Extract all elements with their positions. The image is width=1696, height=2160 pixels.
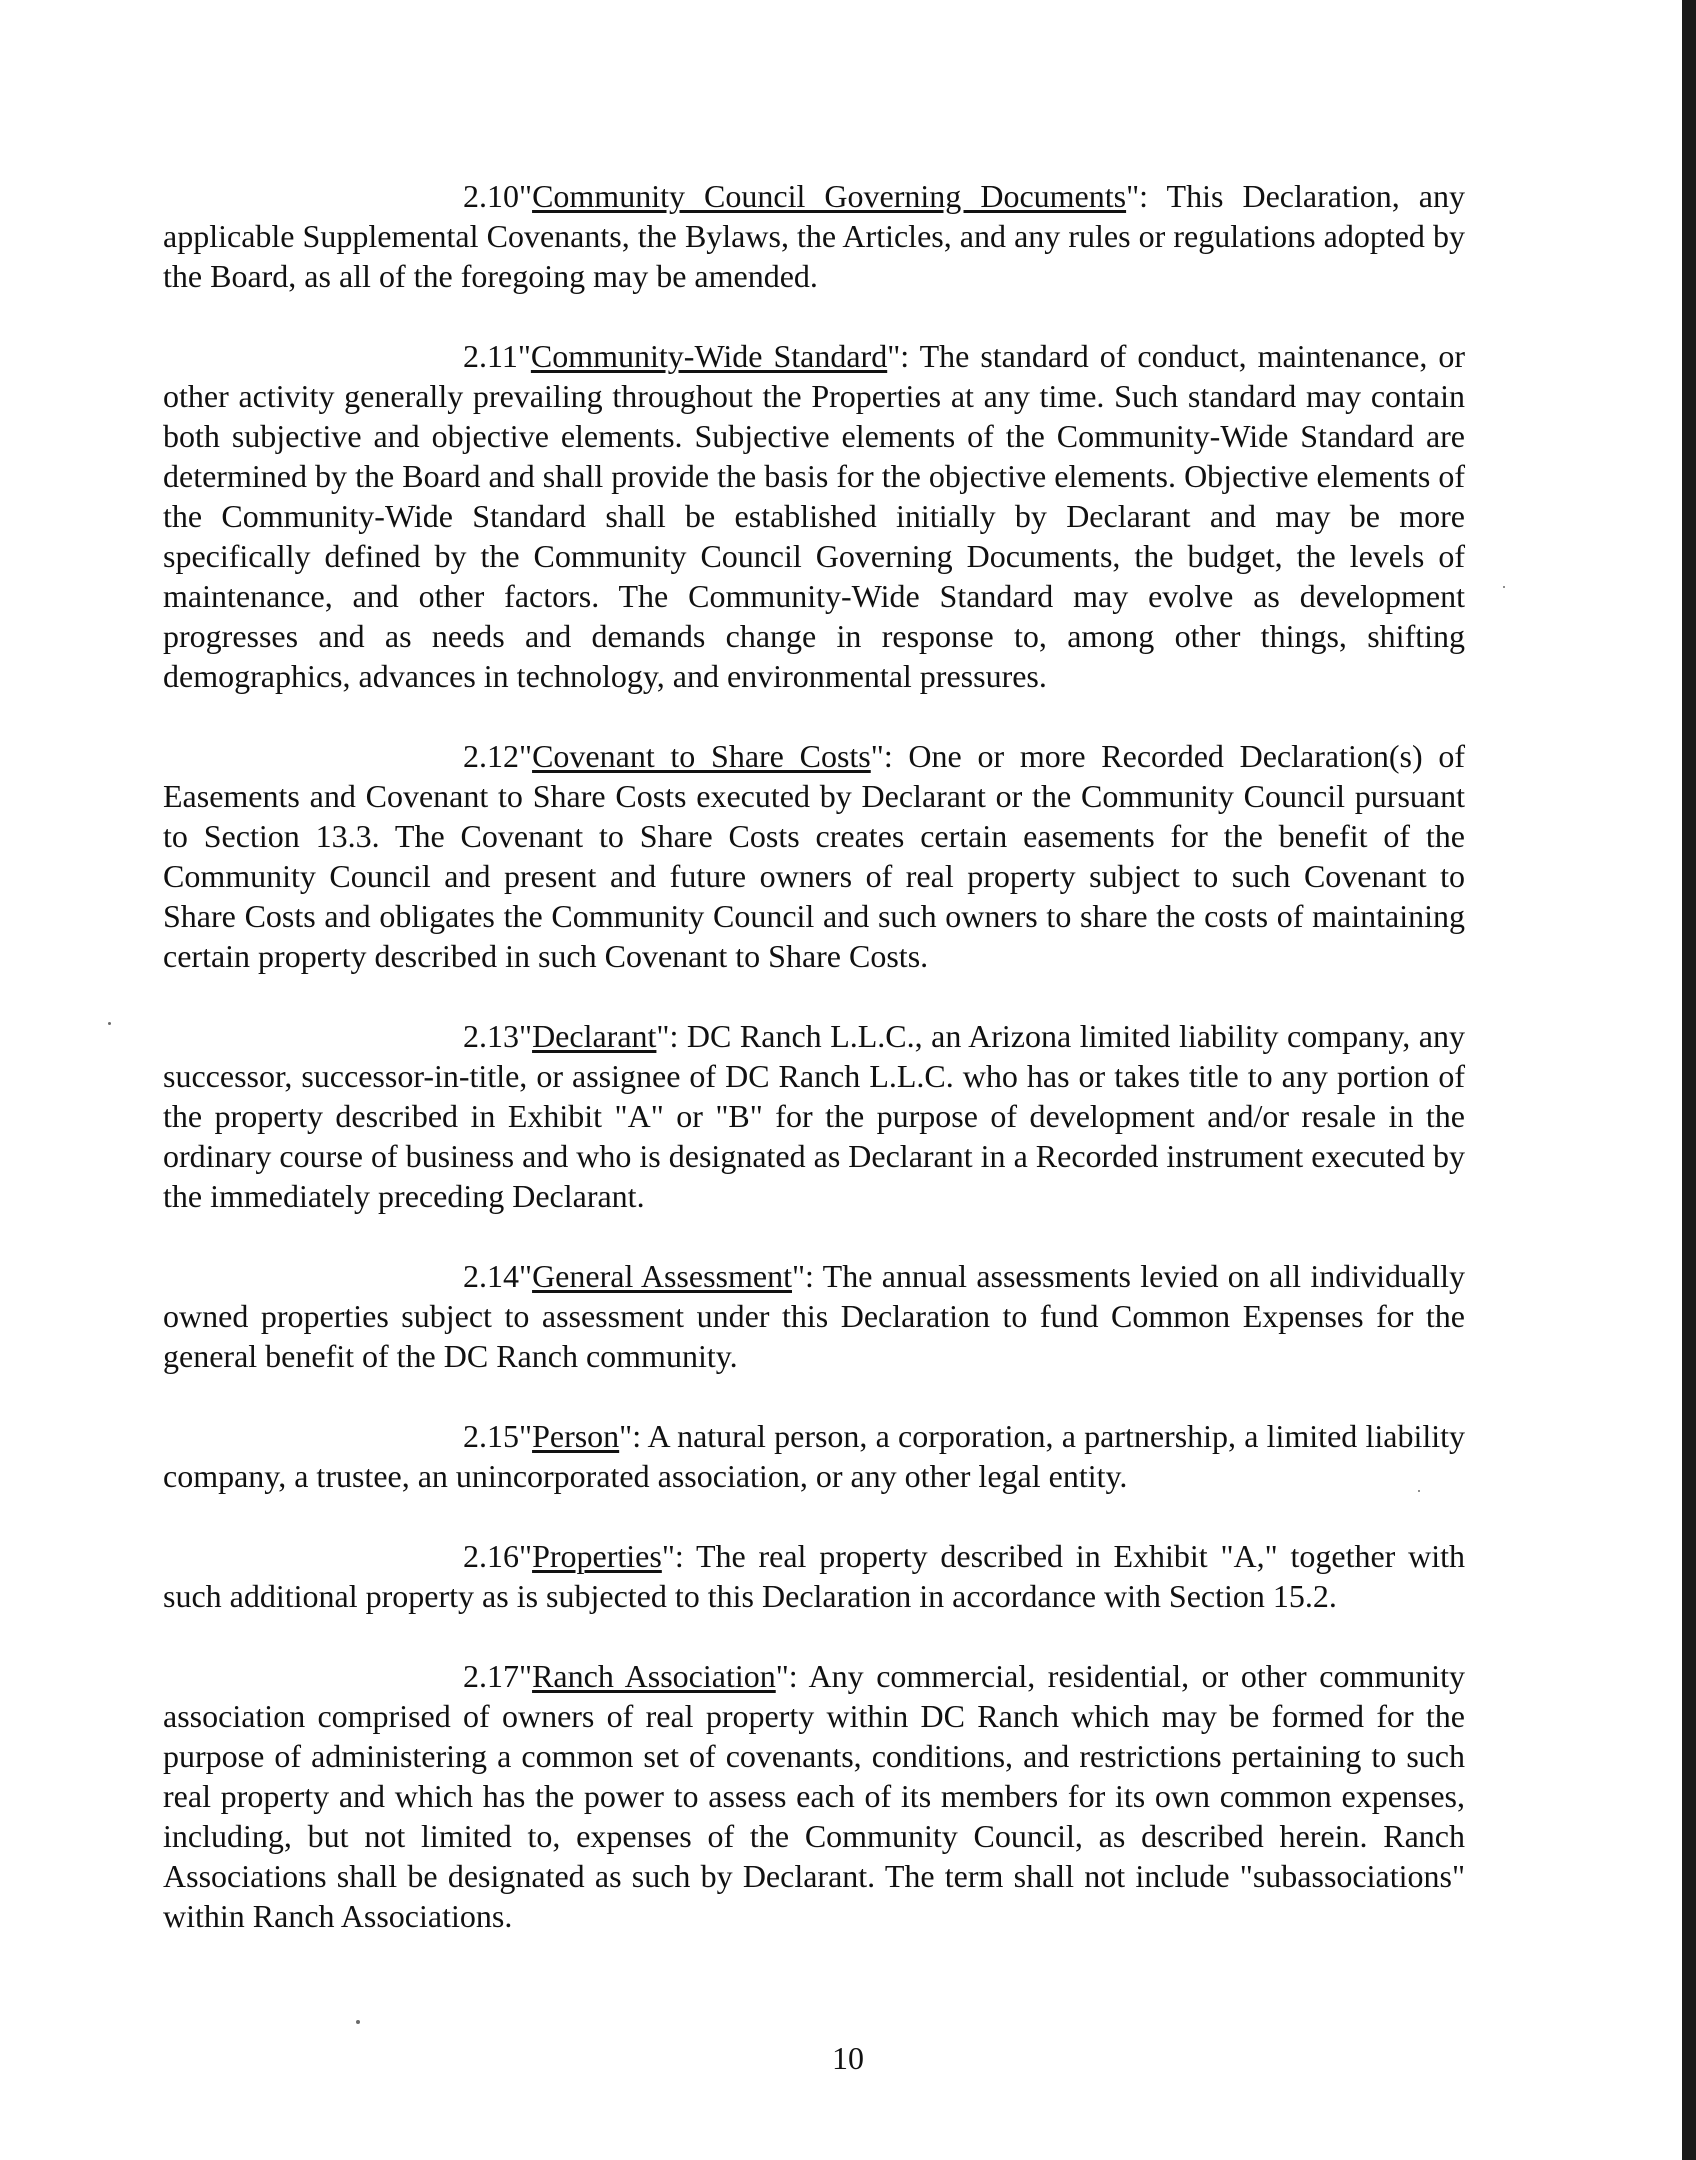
scan-speck xyxy=(356,2020,360,2024)
scan-edge-border xyxy=(1682,0,1696,2160)
close-quote: " xyxy=(1126,178,1140,214)
definition-section xyxy=(163,336,1465,696)
open-quote: " xyxy=(519,738,533,774)
scan-speck xyxy=(1503,586,1505,588)
section-number: 2.12 xyxy=(463,738,519,774)
section-number: 2.15 xyxy=(463,1418,519,1454)
section-number: 2.13 xyxy=(463,1018,519,1054)
scan-speck xyxy=(1418,1490,1420,1492)
open-quote: " xyxy=(519,1018,533,1054)
definition-section xyxy=(163,1016,1465,1216)
section-number: 2.17 xyxy=(463,1658,519,1694)
defined-term: Community Council Governing Documents xyxy=(532,178,1127,214)
definition-text: : The real property described in Exhibit "A," together with such additional property as is subjected to this Declaration in accordance with Section 15.2. xyxy=(163,1538,1465,1614)
close-quote: " xyxy=(775,1658,789,1694)
open-quote: " xyxy=(519,1538,533,1574)
close-quote: " xyxy=(661,1538,675,1574)
defined-term: General Assessment xyxy=(532,1258,792,1294)
definition-section xyxy=(163,736,1465,976)
definition-text: : Any commercial, residential, or other community association comprised of owners of real property within DC Ranch which may be formed for the purpose of administering a common set of covenants, conditions, and restrictions pertaining to such real property and which has the power to assess each of its members for its own common expenses, including, but not limited to, expenses of the Community Council, as described herein. Ranch Associations shall be designated as such by Declarant. The term shall not include "subassociations" within Ranch Associations. xyxy=(163,1658,1466,1934)
definition-section xyxy=(163,1656,1465,1936)
section-number: 2.10 xyxy=(463,178,519,214)
defined-term: Properties xyxy=(532,1538,662,1574)
defined-term: Declarant xyxy=(532,1018,657,1054)
section-number: 2.14 xyxy=(463,1258,519,1294)
definition-text: : A natural person, a corporation, a partnership, a limited liability company, a trustee, an unincorporated association, or any other legal entity. xyxy=(163,1418,1465,1494)
open-quote: " xyxy=(519,1258,533,1294)
definition-text: : One or more Recorded Declaration(s) of Easements and Covenant to Share Costs executed by Declarant or the Community Council pursuant to Section 13.3. The Covenant to Share Costs creates certain easements for the benefit of the Community Council and present and future owners of real property subject to such Covenant to Share Costs and obligates the Community Council and such owners to share the costs of maintaining certain property described in such Covenant to Share Costs. xyxy=(163,738,1466,974)
close-quote: " xyxy=(870,738,884,774)
definition-text: : DC Ranch L.L.C., an Arizona limited liability company, any successor, successor-in-title, or assignee of DC Ranch L.L.C. who has or takes title to any portion of the property described in Exhibit "A" or "B" for the purpose of development and/or resale in the ordinary course of business and who is designated as Declarant in a Recorded instrument executed by the immediately preceding Declarant. xyxy=(163,1018,1465,1214)
document-body xyxy=(163,176,1465,1976)
defined-term: Person xyxy=(532,1418,620,1454)
section-number: 2.16 xyxy=(463,1538,519,1574)
definition-text: : The standard of conduct, maintenance, or other activity generally prevailing throughout the Properties at any time. Such standard may contain both subjective and objective elements. Subjective elements of the Community-Wide Standard are determined by the Board and shall provide the basis for the objective elements. Objective elements of the Community-Wide Standard shall be established initially by Declarant and may be more specifically defined by the Community Council Governing Documents, the budget, the levels of maintenance, and other factors. The Community-Wide Standard may evolve as development progresses and as needs and demands change in response to, among other things, shifting demographics, advances in technology, and environmental pressures. xyxy=(163,338,1466,694)
definition-section xyxy=(163,1536,1465,1616)
definition-text: : The annual assessments levied on all individually owned properties subject to assessment under this Declaration to fund Common Expenses for the general benefit of the DC Ranch community. xyxy=(163,1258,1466,1374)
close-quote: " xyxy=(619,1418,633,1454)
definition-section xyxy=(163,1416,1465,1496)
open-quote: " xyxy=(517,338,531,374)
defined-term: Community-Wide Standard xyxy=(530,338,888,374)
page-number: 10 xyxy=(832,2040,864,2076)
open-quote: " xyxy=(519,1658,533,1694)
open-quote: " xyxy=(519,1418,533,1454)
definition-section xyxy=(163,176,1465,296)
section-number: 2.11 xyxy=(463,338,518,374)
scan-speck xyxy=(108,1022,111,1025)
close-quote: " xyxy=(887,338,901,374)
defined-term: Covenant to Share Costs xyxy=(532,738,871,774)
close-quote: " xyxy=(791,1258,806,1294)
close-quote: " xyxy=(656,1018,670,1054)
definition-text: : This Declaration, any applicable Supplemental Covenants, the Bylaws, the Articles, and any rules or regulations adopted by the Board, as all of the foregoing may be amended. xyxy=(163,178,1465,294)
defined-term: Ranch Association xyxy=(532,1658,776,1694)
open-quote: " xyxy=(519,178,533,214)
definition-section xyxy=(163,1256,1465,1376)
